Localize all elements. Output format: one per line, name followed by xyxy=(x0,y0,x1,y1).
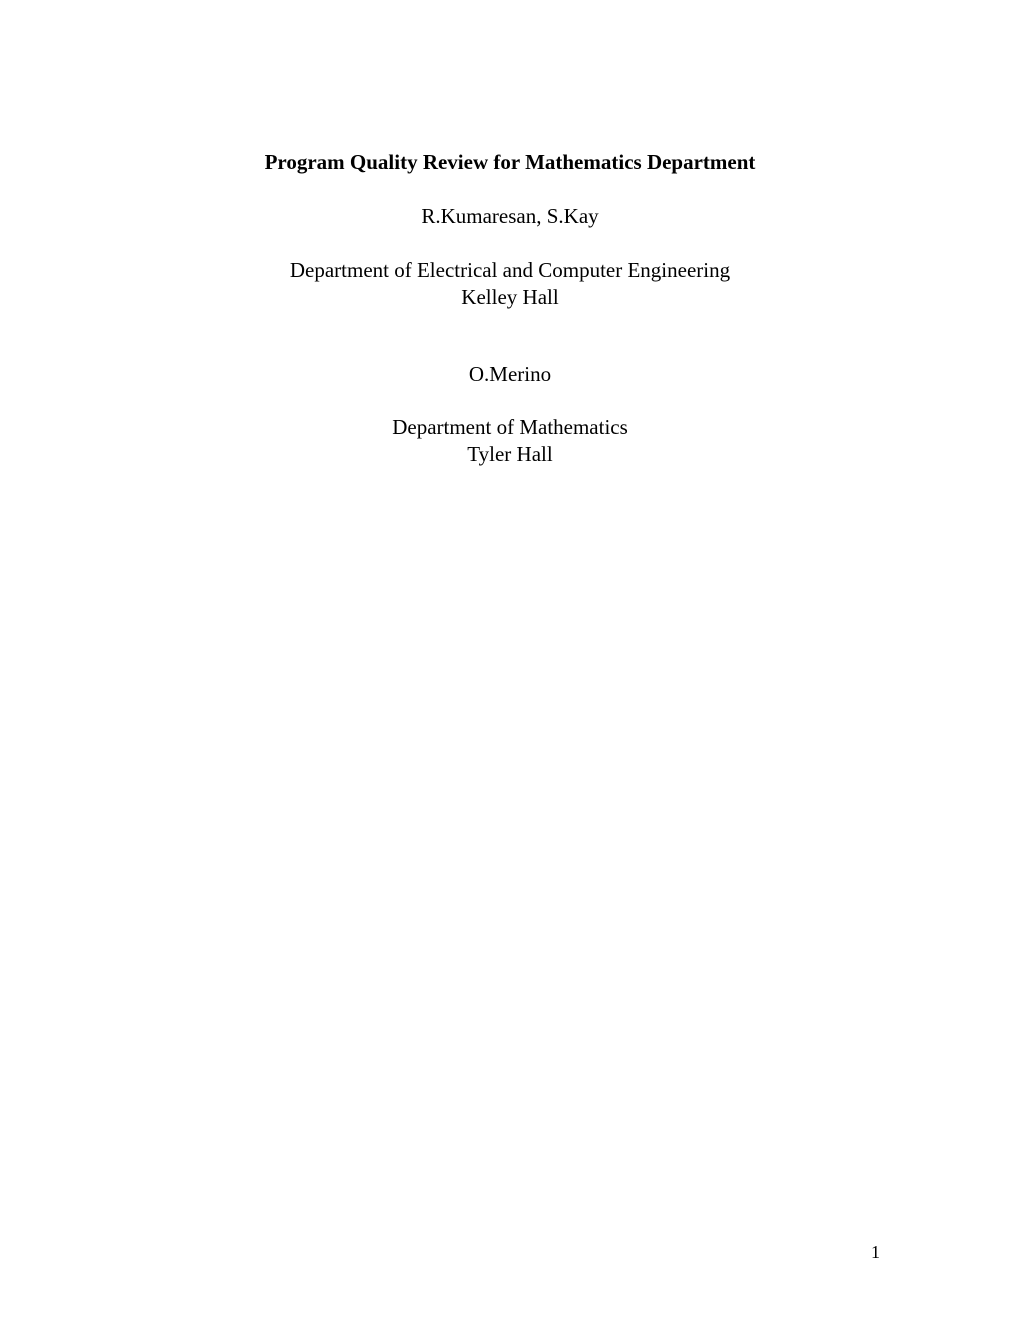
department-math: Department of Mathematics xyxy=(392,415,628,439)
department-ece: Department of Electrical and Computer Engineering xyxy=(289,258,731,282)
page-number: 1 xyxy=(871,1242,880,1262)
author-math: O.Merino xyxy=(468,362,552,386)
document-title: Program Quality Review for Mathematics Department xyxy=(264,150,756,174)
authors-ece: R.Kumaresan, S.Kay xyxy=(421,204,599,228)
building-ece: Kelley Hall xyxy=(461,285,559,309)
building-math: Tyler Hall xyxy=(467,442,553,466)
